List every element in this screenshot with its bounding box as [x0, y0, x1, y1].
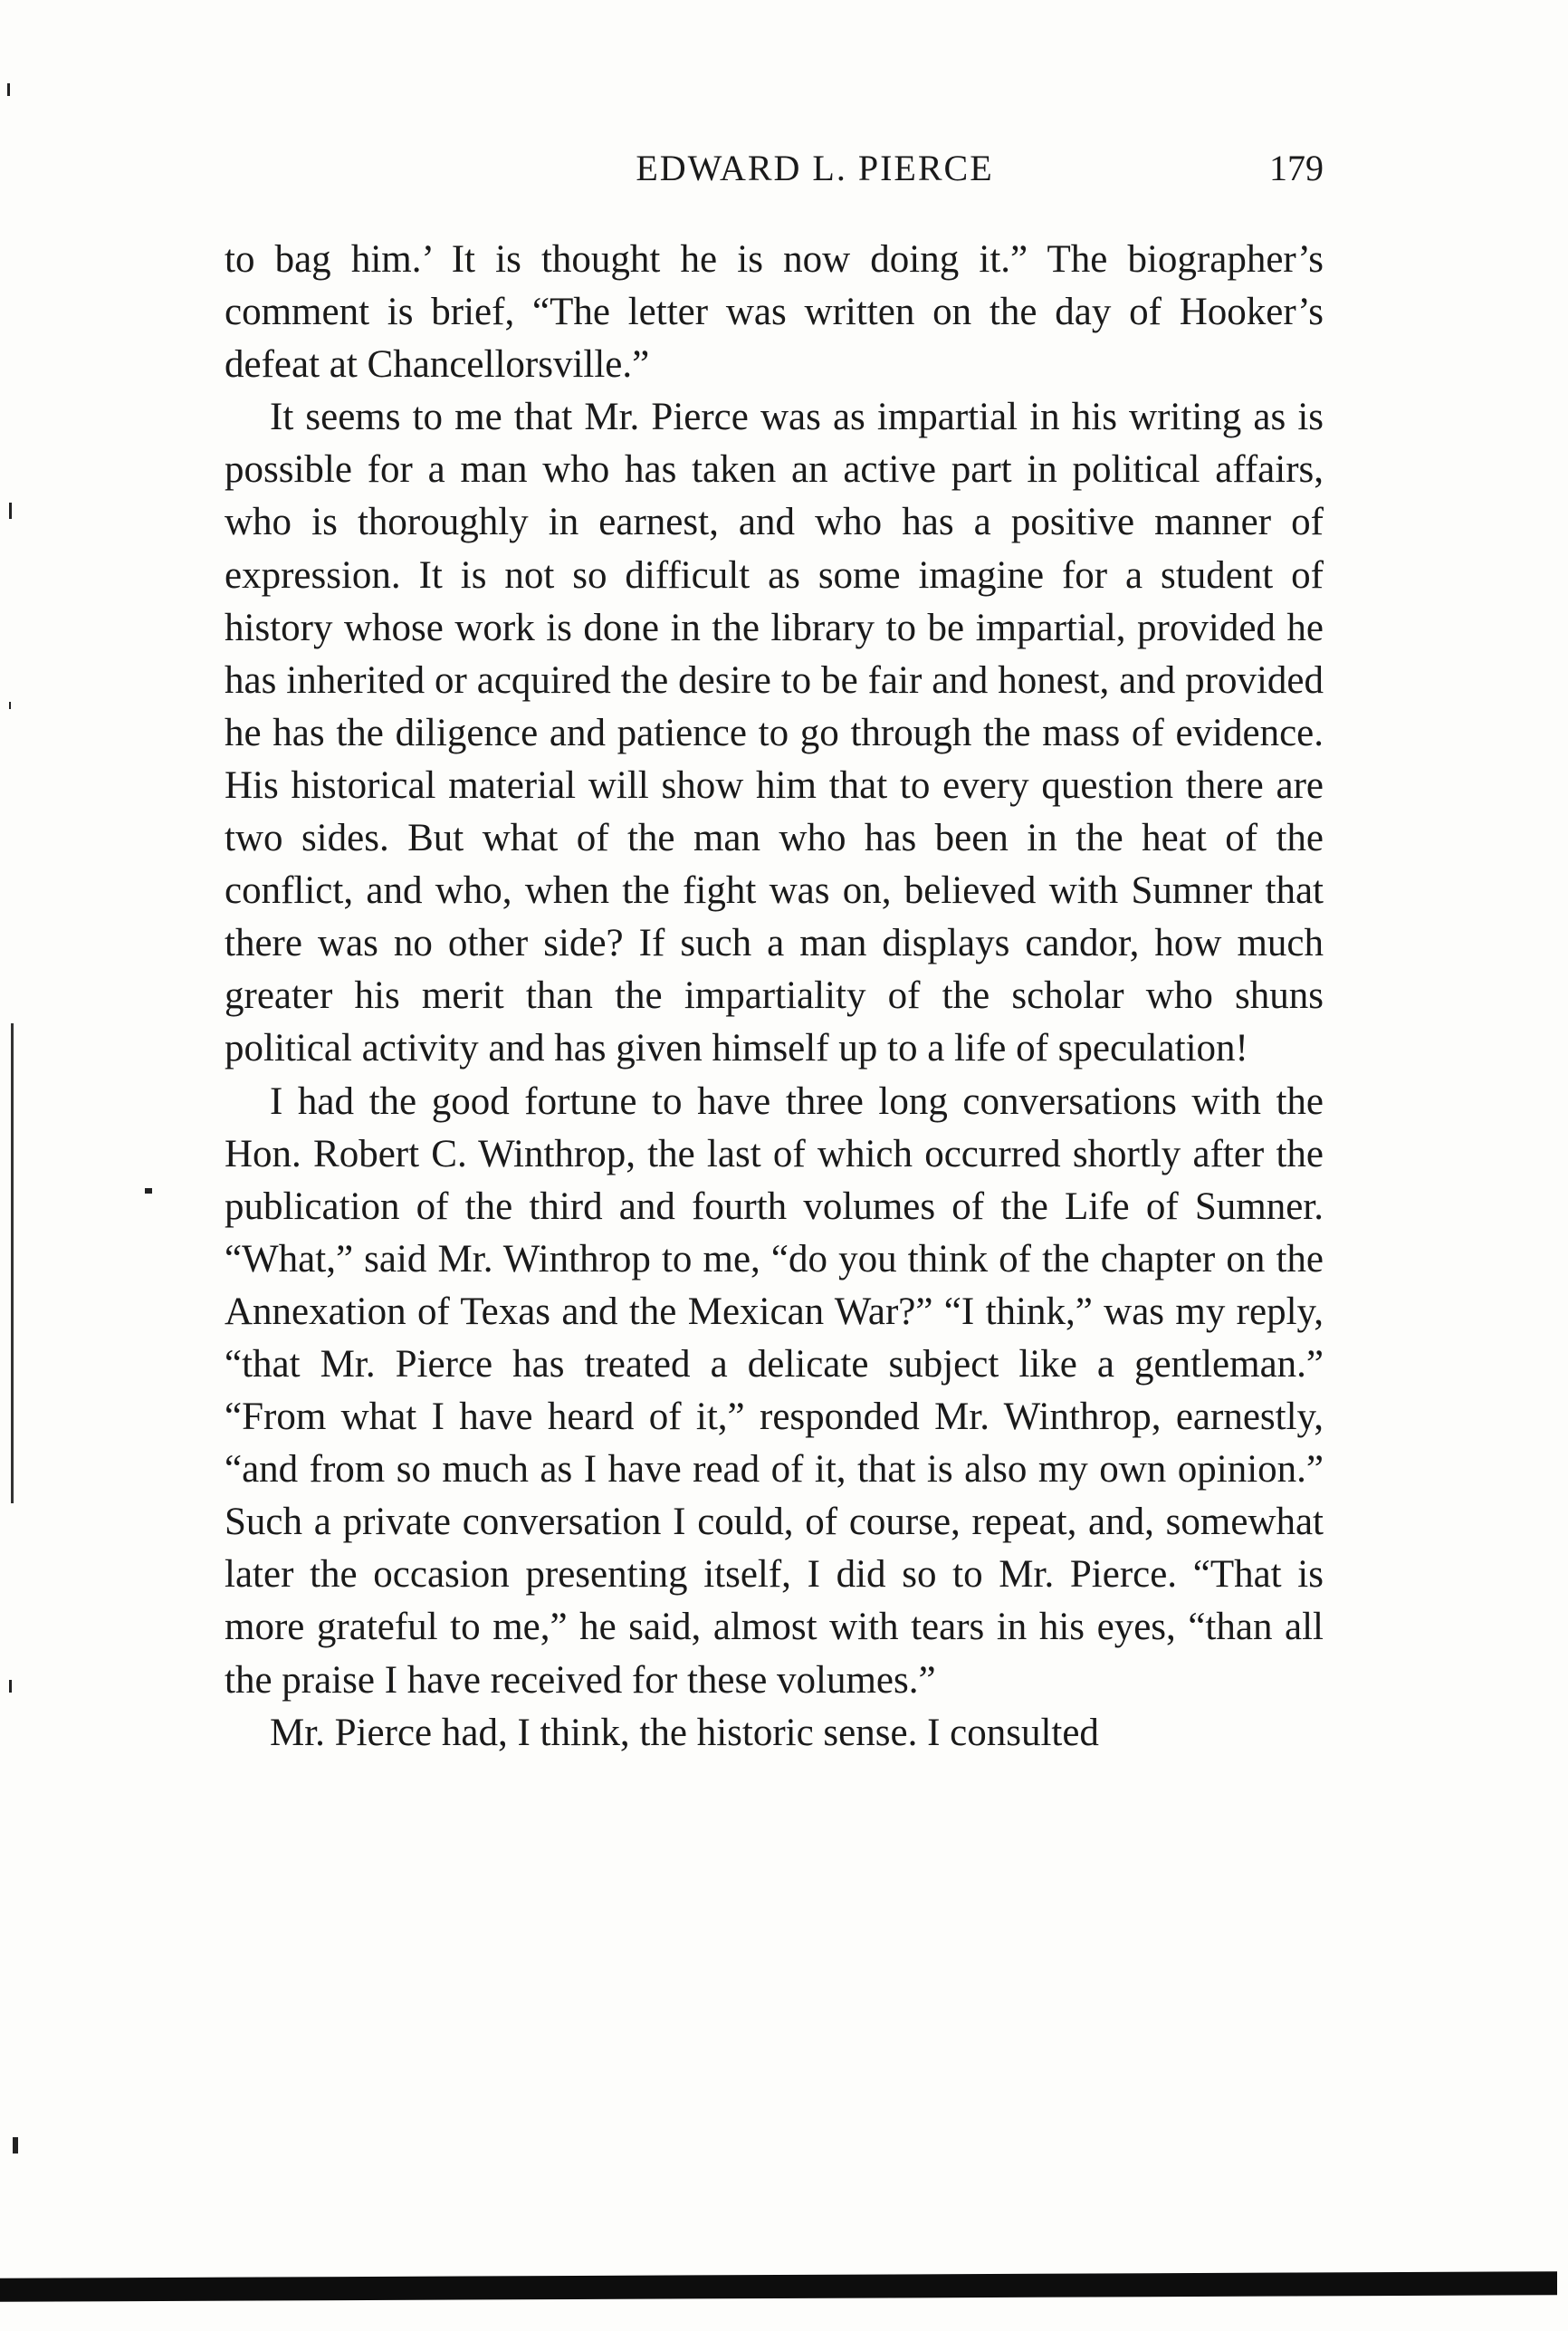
scan-speck — [9, 1680, 12, 1693]
running-title: EDWARD L. PIERCE — [636, 148, 994, 188]
bottom-scan-edge — [0, 2271, 1557, 2302]
paragraph-historic-sense: Mr. Pierce had, I think, the historic sense. I consulted — [270, 1711, 1099, 1754]
scan-speck — [145, 1188, 152, 1194]
scan-speck — [7, 83, 10, 96]
scan-speck — [13, 2137, 18, 2154]
paragraph-impartiality: It seems to me that Mr. Pierce was as impartial in his writing as is possible for a man who has taken an active part in political affairs, who is thoroughly in earnest, and who has a positive manner of expression. It is not so difficult as some imagine for a student of history whose work is done in the library to be impartial, provided he has inherited or acquired the desire to be fair and honest, and provided he has the diligence and patience to go through the mass of evidence. His historical material will show him that to every question there are two sides. But what of the man who has been in the heat of the conflict, and who, when the fight was on, believed with Sumner that there was no other side? If such a man displays candor, how much greater his merit than the impartiality of the scholar who shuns political activity and has given himself up to a life of speculation! — [225, 396, 1324, 1070]
body-text — [225, 234, 1324, 1760]
page-number: 179 — [1269, 148, 1324, 188]
binding-shadow-line — [11, 1023, 14, 1503]
paragraph-continued: to bag him.’ It is thought he is now doing it.” The biographer’s comment is brief, “The letter was written on the day of Hooker’s defeat at Chancellorsville.” — [225, 238, 1324, 387]
scan-speck — [9, 702, 11, 709]
paragraph-winthrop: I had the good fortune to have three long conversations with the Hon. Robert C. Winthrop, the last of which occurred shortly after the publication of the third and fourth volumes of the Life of Sumner. “What,” said Mr. Winthrop to me, “do you think of the chapter on the Annexation of Texas and the Mexican War?” “I think,” was my reply, “that Mr. Pierce has treated a delicate subject like a gentleman.” “From what I have heard of it,” responded Mr. Winthrop, earnestly, “and from so much as I have read of it, that is also my own opinion.” Such a private conversation I could, of course, repeat, and, somewhat later the occasion presenting itself, I did so to Mr. Pierce. “That is more grateful to me,” he said, almost with tears in his eyes, “than all the praise I have received for these volumes.” — [225, 1079, 1324, 1702]
scan-speck — [9, 503, 12, 519]
running-head — [225, 147, 1324, 201]
